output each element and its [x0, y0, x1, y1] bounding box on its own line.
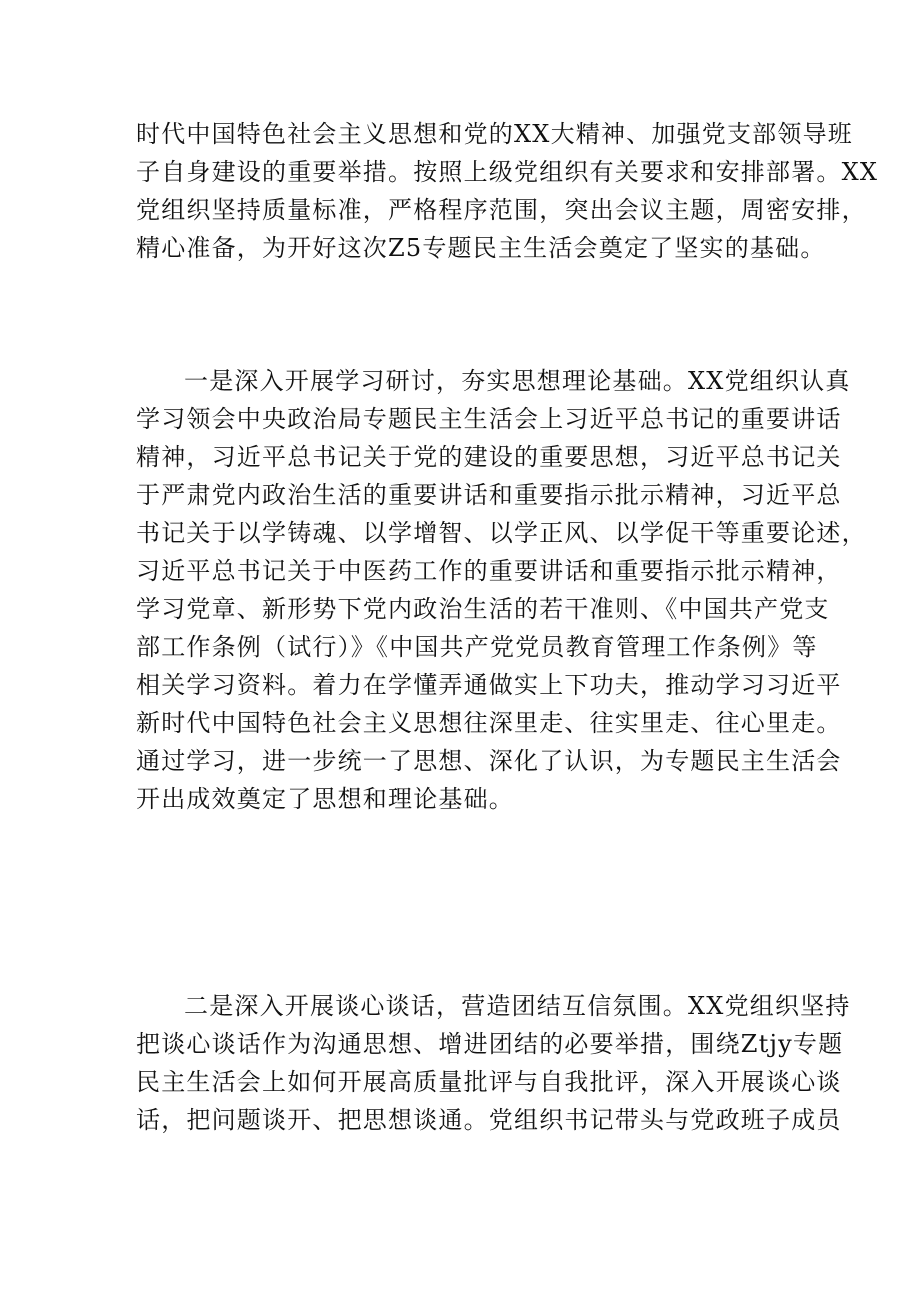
paragraph-study-discussion [136, 362, 867, 818]
text-line: 开出成效奠定了思想和理论基础。 [136, 785, 514, 813]
paragraph-continuation [136, 115, 879, 267]
text-line: 时代中国特色社会主义思想和党的XX大精神、加强党支部领导班 [136, 120, 853, 148]
text-line: 习近平总书记关于中医药工作的重要讲话和重要指示批示精神， [136, 557, 842, 585]
text-line: 把谈心谈话作为沟通思想、增进团结的必要举措，围绕Ztjy专题 [136, 1030, 844, 1058]
text-line: 民主生活会上如何开展高质量批评与自我批评，深入开展谈心谈 [136, 1068, 842, 1096]
text-line: 部工作条例（试行）》《中国共产党党员教育管理工作条例》等 [136, 633, 818, 661]
text-line: 话，把问题谈开、把思想谈通。党组织书记带头与党政班子成员 [136, 1106, 842, 1134]
text-line: 精神，习近平总书记关于党的建设的重要思想，习近平总书记关 [136, 443, 842, 471]
text-line: 子自身建设的重要举措。按照上级党组织有关要求和安排部署。XX [136, 158, 879, 186]
text-line: 党组织坚持质量标准，严格程序范围，突出会议主题，周密安排， [136, 196, 867, 224]
text-line: 新时代中国特色社会主义思想往深里走、往实里走、往心里走。 [136, 709, 842, 737]
text-line: 书记关于以学铸魂、以学增智、以学正风、以学促干等重要论述， [136, 519, 867, 547]
text-line: 学习党章、新形势下党内政治生活的若干准则、《中国共产党支 [136, 595, 830, 623]
text-line: 相关学习资料。着力在学懂弄通做实上下功夫，推动学习习近平 [136, 671, 842, 699]
text-line: 学习领会中央政治局专题民主生活会上习近平总书记的重要讲话 [136, 405, 842, 433]
text-line: 于严肃党内政治生活的重要讲话和重要指示批示精神，习近平总 [136, 481, 842, 509]
text-line: 精心准备，为开好这次Z5专题民主生活会奠定了坚实的基础。 [136, 234, 826, 262]
paragraph-heart-to-heart-talks [136, 987, 851, 1139]
text-line-first: 二是深入开展谈心谈话，营造团结互信氛围。XX党组织坚持 [184, 992, 851, 1020]
text-line-first: 一是深入开展学习研讨，夯实思想理论基础。XX党组织认真 [184, 367, 851, 395]
text-line: 通过学习，进一步统一了思想、深化了认识，为专题民主生活会 [136, 747, 842, 775]
